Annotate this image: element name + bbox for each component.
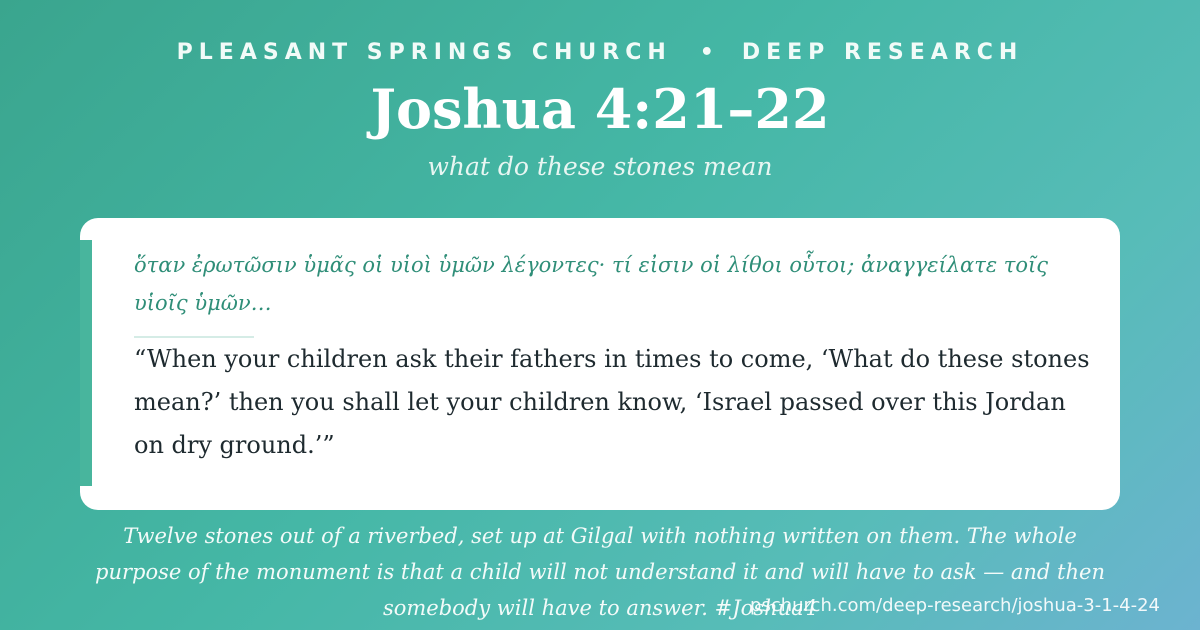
page-subtitle: what do these stones mean (427, 152, 773, 181)
english-translation: “When your children ask their fathers in times to come, ‘What do these stones mean?’ then you shall let your children know, ‘Israel passed over this Jordan on dry ground.’” (134, 345, 1090, 459)
section-name: DEEP RESEARCH (741, 40, 1024, 65)
church-name: PLEASANT SPRINGS CHURCH (176, 40, 672, 65)
separator-dot: • (699, 40, 714, 65)
commentary-text: Twelve stones out of a riverbed, set up at Gilgal with nothing written on them. The whole purpose of the monument is that a child will not understand it and will have to ask — and then somebody will have to answer. #Joshua4 (95, 524, 1105, 620)
greek-text: ὅταν ἐρωτῶσιν ὑμᾶς οἱ υἱοὶ ὑμῶν λέγοντες· τί εἰσιν οἱ λίθοι οὗτοι; ἀναγγείλατε τοῖς υἱοῖς ὑμῶν… (134, 253, 1049, 315)
page-title: Joshua 4:21–22 (370, 77, 830, 141)
header-kicker (0, 40, 1200, 65)
card-accent-bar (80, 240, 92, 486)
scripture-card (80, 218, 1120, 510)
source-url: pschurch.com/deep-research/joshua-3-1-4-24 (750, 595, 1160, 616)
